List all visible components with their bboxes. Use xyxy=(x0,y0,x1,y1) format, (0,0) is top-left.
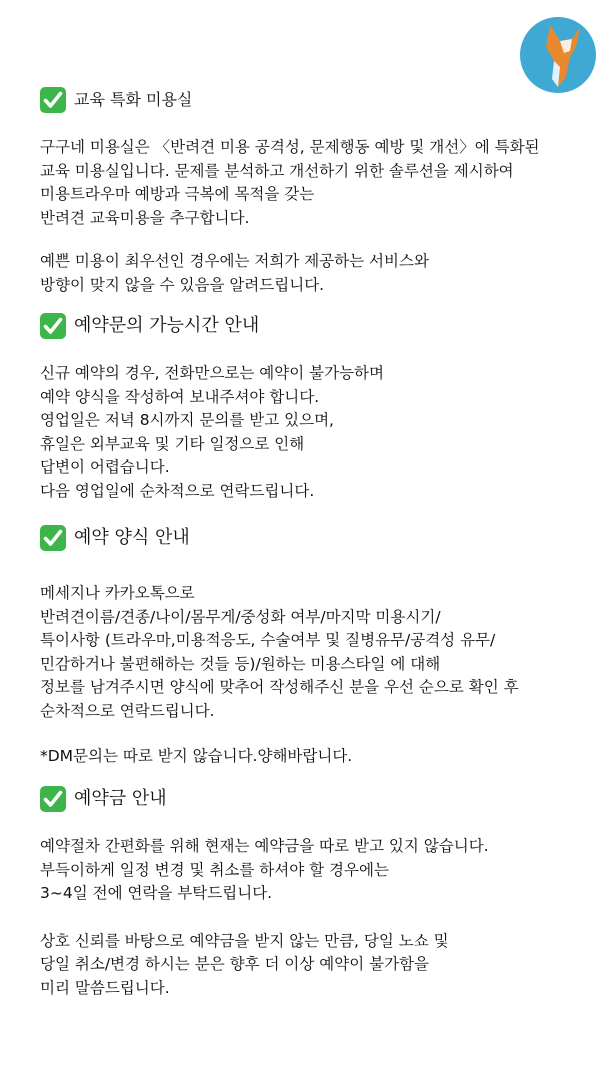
section-heading xyxy=(40,312,600,340)
text-line: 민감하거나 불편해하는 것들 등)/원하는 미용스타일 에 대해 xyxy=(40,654,441,673)
text-line: 영업일은 저녁 8시까지 문의를 받고 있으며, xyxy=(40,411,334,429)
paragraph xyxy=(40,250,600,297)
section-title: 교육 특화 미용실 xyxy=(74,90,193,109)
section-title: 예약금 안내 xyxy=(74,788,167,809)
paragraph xyxy=(40,136,600,230)
section-heading xyxy=(40,785,600,813)
text-line: 구구네 미용실은 〈반려견 미용 공격성, 문제행동 예방 및 개선〉에 특화된 xyxy=(40,138,540,156)
check-mark-icon xyxy=(40,525,66,551)
text-line: 예약절차 간편화를 위해 현재는 예약금을 따로 받고 있지 않습니다. xyxy=(40,837,489,855)
section-reservation-form xyxy=(40,524,600,769)
paragraph xyxy=(40,745,600,769)
section-heading xyxy=(40,86,600,114)
text-line: 미리 말씀드립니다. xyxy=(40,978,170,997)
text-line: 반려견 교육미용을 추구합니다. xyxy=(40,208,250,227)
check-mark-icon xyxy=(40,786,66,812)
check-mark-icon xyxy=(40,87,66,113)
text-line: 예약 양식을 작성하여 보내주셔야 합니다. xyxy=(40,387,320,406)
section-title: 예약 양식 안내 xyxy=(74,527,190,548)
dog-logo-icon xyxy=(520,17,596,93)
text-line: 상호 신뢰를 바탕으로 예약금을 받지 않는 만큼, 당일 노쇼 및 xyxy=(40,931,449,950)
text-line: *DM문의는 따로 받지 않습니다.양해바랍니다. xyxy=(40,747,353,765)
section-deposit xyxy=(40,785,600,1000)
text-line: 3~4일 전에 연락을 부탁드립니다. xyxy=(40,884,273,902)
section-inquiry-hours xyxy=(40,312,600,503)
text-line: 미용트라우마 예방과 극복에 목적을 갖는 xyxy=(40,185,315,203)
section-title: 예약문의 가능시간 안내 xyxy=(74,315,260,336)
text-line: 답변이 어렵습니다. xyxy=(40,458,170,476)
check-mark-icon xyxy=(40,313,66,339)
paragraph xyxy=(40,930,600,1001)
text-line: 메세지나 카카오톡으로 xyxy=(40,584,195,602)
text-line: 정보를 남겨주시면 양식에 맞추어 작성해주신 분을 우선 순으로 확인 후 xyxy=(40,678,519,696)
paragraph xyxy=(40,835,600,906)
text-line: 부득이하게 일정 변경 및 취소를 하셔야 할 경우에는 xyxy=(40,860,389,879)
section-education-salon xyxy=(40,86,600,297)
text-line: 특이사항 (트라우마,미용적응도, 수술여부 및 질병유무/공격성 유무/ xyxy=(40,631,496,649)
text-line: 순차적으로 연락드립니다. xyxy=(40,701,215,720)
paragraph xyxy=(40,582,600,723)
text-line: 당일 취소/변경 하시는 분은 향후 더 이상 예약이 불가함을 xyxy=(40,955,430,973)
text-line: 신규 예약의 경우, 전화만으로는 예약이 불가능하며 xyxy=(40,364,384,382)
text-line: 예쁜 미용이 최우선인 경우에는 저희가 제공하는 서비스와 xyxy=(40,252,429,270)
text-line: 반려견이름/견종/나이/몸무게/중성화 여부/마지막 미용시기/ xyxy=(40,607,441,626)
section-heading xyxy=(40,524,600,552)
text-line: 방향이 맞지 않을 수 있음을 알려드립니다. xyxy=(40,275,325,294)
text-line: 휴일은 외부교육 및 기타 일정으로 인해 xyxy=(40,434,305,453)
paragraph xyxy=(40,362,600,503)
text-line: 다음 영업일에 순차적으로 연락드립니다. xyxy=(40,481,315,500)
text-line: 교육 미용실입니다. 문제를 분석하고 개선하기 위한 솔루션을 제시하여 xyxy=(40,161,514,180)
